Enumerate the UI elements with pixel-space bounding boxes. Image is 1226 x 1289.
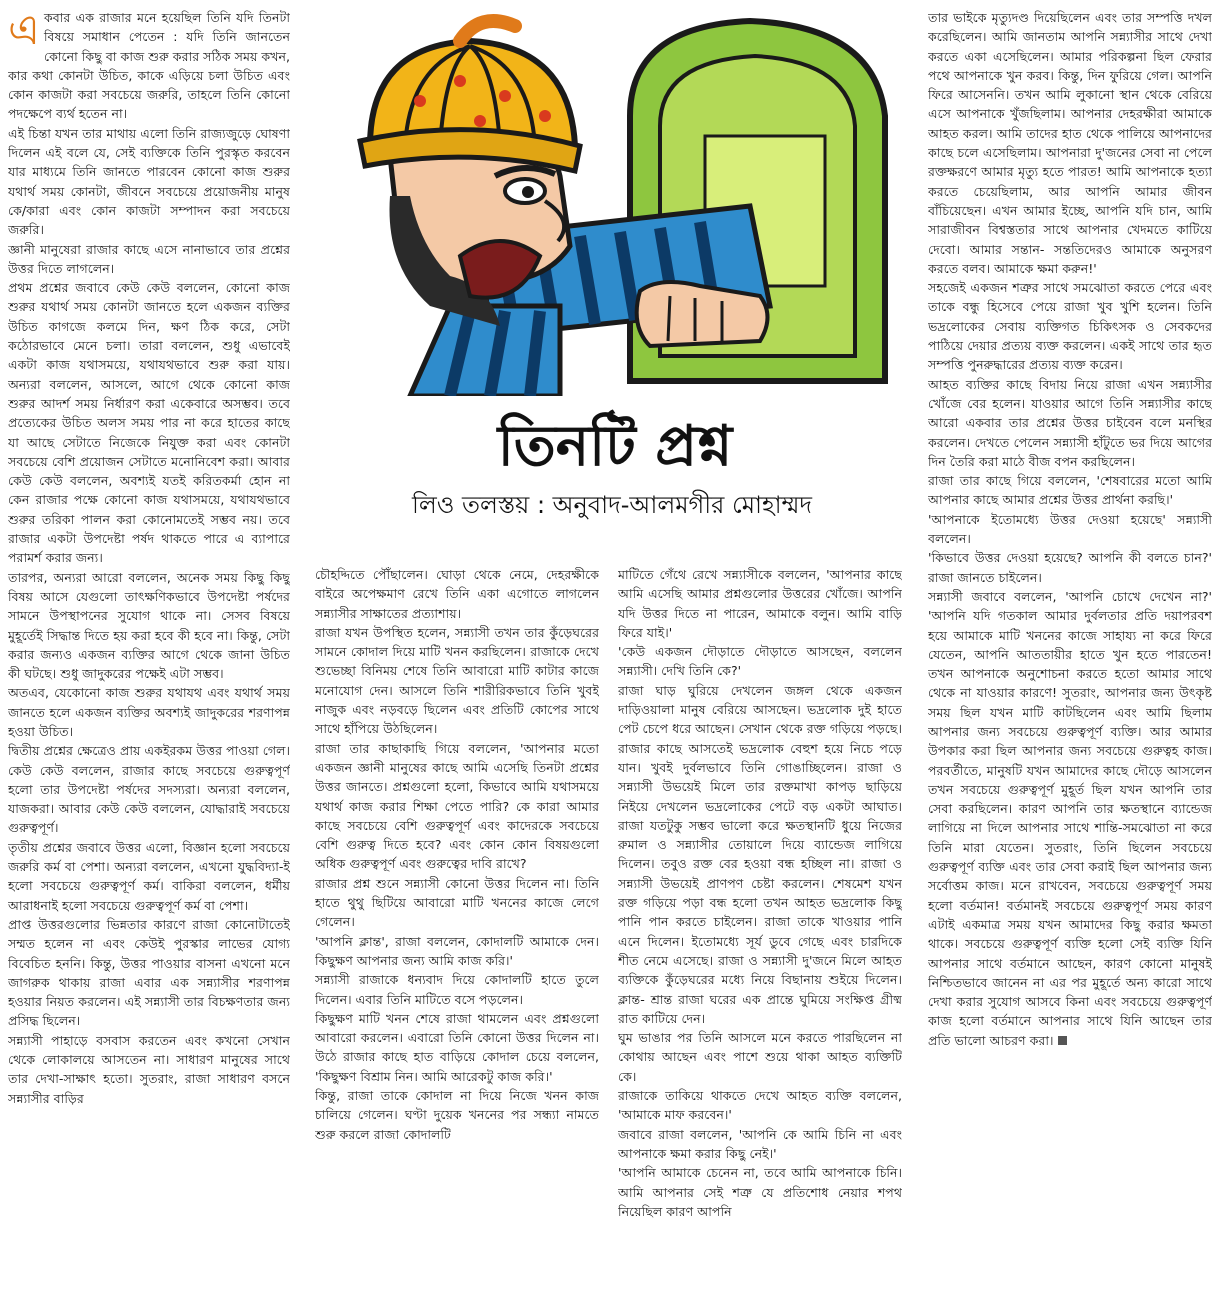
text-column-3	[618, 565, 902, 1283]
story-illustration	[330, 6, 895, 396]
paragraph: সহজেই একজন শত্রুর সাথে সমঝোতা করতে পেরে এবং তাকে বন্ধু হিসেবে পেয়ে রাজা খুব খুশি হলেন। তিনি ভদ্রলোকের সেবায় ব্যক্তিগত চিকিৎসক ও সেবকদের পাঠিয়ে দেয়ার প্রত্যয় ব্যক্ত করলেন। একই সাথে তার হৃত সম্পত্তি পুনরুদ্ধারের প্রত্যয় ব্যক্ত করেন।	[928, 280, 1212, 373]
drop-cap: এ	[8, 8, 40, 54]
paragraph: এই চিন্তা যখন তার মাথায় এলো তিনি রাজ্যজুড়ে ঘোষণা দিলেন এই বলে যে, সেই ব্যক্তিকে তিনি পুরস্কৃত করবেন যার মাধ্যমে তিনি জানতে পারবেন কোনো কাজ শুরুর যথার্থ সময় কোনটা, জীবনে সবচেয়ে প্রয়োজনীয় মানুষ কে/কারা এবং কোন কাজটা সম্পাদন করা সবচেয়ে জরুরি।	[8, 125, 290, 238]
paragraph: চৌহদ্দিতে পৌঁছালেন। ঘোড়া থেকে নেমে, দেহরক্ষীকে বাইরে অপেক্ষমাণ রেখে তিনি একা এগোতে লাগলেন সন্ন্যাসীর সাক্ষাতের প্রত্যাশায়।	[315, 567, 599, 621]
paragraph: একবার এক রাজার মনে হয়েছিল তিনি যদি তিনটা বিষয়ে সমাধান পেতেন : যদি তিনি জানতেন কোনো কিছু বা কাজ শুরু করার সঠিক সময় কখন, কার কথা কোনটা উচিত, কাকে এড়িয়ে চলা উচিত এবং কোন কাজটা করা সবচেয়ে জরুরি, তাহলে তিনি কোনো পদক্ষেপে ব্যর্থ হতেন না।	[8, 8, 290, 122]
paragraph: সন্ন্যাসী রাজাকে ধন্যবাদ দিয়ে কোদালটি হাতে তুলে দিলেন। এবার তিনি মাটিতে বসে পড়লেন।	[315, 972, 599, 1007]
paragraph: মাটিতে গেঁথে রেখে সন্ন্যাসীকে বললেন, 'আপনার কাছে আমি এসেছি আমার প্রশ্নগুলোর উত্তরের খোঁজে। আপনি যদি উত্তর দিতে না পারেন, আমাকে বলুন। আমি বাড়ি ফিরে যাই।'	[618, 567, 902, 640]
paragraph: দ্বিতীয় প্রশ্নের ক্ষেত্রেও প্রায় একইরকম উত্তর পাওয়া গেল। কেউ কেউ বললেন, রাজার কাছে সবচেয়ে গুরুত্বপূর্ণ হলো তার উপদেষ্টা পর্ষদের সদস্যরা। অন্যরা বললেন, যাজকরা। আবার কেউ কেউ বললেন, যোদ্ধারাই সবচেয়ে গুরুত্বপূর্ণ।	[8, 743, 290, 836]
paragraph: অতএব, যেকোনো কাজ শুরুর যথাযথ এবং যথার্থ সময় জানতে হলে একজন ব্যক্তির অবশ্যই জাদুকরের শরণাপন্ন হওয়া উচিত।	[8, 685, 290, 739]
paragraph: আহত ব্যক্তির কাছে বিদায় নিয়ে রাজা এখন সন্ন্যাসীর খোঁজে বের হলেন। যাওয়ার আগে তিনি সন্ন্যাসীর কাছে আরো একবার তার প্রশ্নের উত্তর চাইবেন বলে মনস্থির করলেন। দেখতে পেলেন সন্ন্যাসী হাঁটুতে ভর দিয়ে আগের দিন তৈরি করা মাঠে বীজ বপন করছিলেন।	[928, 376, 1212, 469]
article-byline: লিও তলস্তয় : অনুবাদ-আলমগীর মোহাম্মদ	[411, 491, 813, 519]
text-column-2	[315, 565, 599, 1283]
paragraph: জ্ঞানী মানুষেরা রাজার কাছে এসে নানাভাবে তার প্রশ্নের উত্তর দিতে লাগলেন।	[8, 241, 290, 276]
paragraph: সন্ন্যাসী জবাবে বললেন, 'আপনি চোখে দেখেন না?' 'আপনি যদি গতকাল আমার দুর্বলতার প্রতি দয়াপরবশ হয়ে আমাকে মাটি খননের কাজে সাহায্য না করে ফিরে যেতেন, আপনি আততায়ীর হাতে খুন হতে পারতেন! তখন আপনাকে অনুশোচনা করতে হতো আমার সাথে থেকে না যাওয়ার কারণে! সুতরাং, আপনার জন্য উৎকৃষ্ট সময় ছিল যখন মাটি কাটছিলেন এবং আমি ছিলাম আপনার জন্য সবচেয়ে গুরুত্বপূর্ণ ব্যক্তি। আর আমার উপকার করা ছিল আপনার জন্য সবচেয়ে গুরুত্বহ কাজ। পরবর্তীতে, মানুষটি যখন আমাদের কাছে দৌড়ে আসলেন তখন সবচেয়ে গুরুত্বপূর্ণ মুহূর্ত ছিল যখন আপনি তার সেবা করছিলেন। কারণ আপনি তার ক্ষতস্থানে ব্যান্ডেজ লাগিয়ে না দিলে আপনার সাথে শান্তি-সমঝোতা না করে তিনি মারা যেতেন। সুতরাং, তিনি ছিলেন সবচেয়ে গুরুত্বপূর্ণ ব্যক্তি এবং তার সেবা করাই ছিল আপনার জন্য সর্বোত্তম কাজ। মনে রাখবেন, সবচেয়ে গুরুত্বপূর্ণ সময় হলো বর্তমান! বর্তমানই সবচেয়ে গুরুত্বপূর্ণ সময় কারণ এটাই একমাত্র সময় যখন আমাদের কিছু করার ক্ষমতা থাকে। সবচেয়ে গুরুত্বপূর্ণ ব্যক্তি হলো সেই ব্যক্তি যিনি আপনার সাথে বর্তমানে আছেন, কারণ কোনো মানুষই নিশ্চিতভাবে জানেন না এর পর মুহূর্তে অন্য কারো সাথে দেখা করার সুযোগ আসবে কিনা এবং সবচেয়ে গুরুত্বপূর্ণ কাজ হলো বর্তমানে আপনার সাথে যিনি আছেন তার প্রতি ভালো আচরণ করা।	[928, 588, 1212, 1048]
paragraph: রাজার প্রশ্ন শুনে সন্ন্যাসী কোনো উত্তর দিলেন না। তিনি হাতে থুথু ছিটিয়ে আবারো মাটি খননের কাজে লেগে গেলেন।	[315, 875, 599, 930]
paragraph: কিছুক্ষণ মাটি খনন শেষে রাজা থামলেন এবং প্রশ্নগুলো আবারো করলেন। এবারো তিনি কোনো উত্তর দিলেন না। উঠে রাজার কাছে হাত বাড়িয়ে কোদাল চেয়ে বললেন, 'কিছুক্ষণ বিশ্রাম নিন। আমি আরেকটু কাজ করি।'	[315, 1010, 599, 1084]
end-mark-icon	[1058, 1036, 1067, 1045]
text-column-1	[8, 8, 290, 1283]
paragraph: তৃতীয় প্রশ্নের জবাবে উত্তর এলো, বিজ্ঞান হলো সবচেয়ে জরুরি কর্ম বা পেশা। অন্যরা বললেন, এখনো যুদ্ধবিদ্যা-ই হলো সবচেয়ে গুরুত্বপূর্ণ কর্ম। বাকিরা বললেন, ধর্মীয় আরাধনাই হলো সবচেয়ে গুরুত্বপূর্ণ কর্ম বা পেশা।	[8, 839, 290, 913]
paragraph: কিন্তু, রাজা তাকে কোদাল না দিয়ে নিজে খনন কাজ চালিয়ে গেলেন। ঘণ্টা দুয়েক খননের পর সন্ধ্যা নামতে শুরু করলে রাজা কোদালটি	[315, 1088, 599, 1142]
paragraph: ঘুম ভাঙার পর তিনি আসলে মনে করতে পারছিলেন না কোথায় আছেন এবং পাশে শুয়ে থাকা আহত ব্যক্তিটি কে।	[618, 1030, 902, 1084]
paragraph: 'আপনি ক্লান্ত', রাজা বললেন, কোদালটি আমাকে দেন। কিছুক্ষণ আপনার জন্য আমি কাজ করি।'	[315, 933, 599, 968]
article-title: তিনটি প্রশ্ন	[497, 414, 733, 479]
paragraph: 'আপনাকে ইতোমধ্যে উত্তর দেওয়া হয়েছে' সন্ন্যাসী বললেন।	[928, 511, 1212, 547]
turban	[360, 21, 580, 171]
paragraph: 'আপনি আমাকে চেনেন না, তবে আমি আপনাকে চিনি। আমি আপনার সেই শত্রু যে প্রতিশোধ নেয়ার শপথ নিয়েছিল কারণ আপনি	[618, 1165, 902, 1219]
paragraph: রাজা তার কাছে গিয়ে বললেন, 'শেষবারের মতো আমি আপনার কাছে আমার প্রশ্নের উত্তর প্রার্থনা করছি।'	[928, 473, 1212, 508]
paragraph: জবাবে রাজা বললেন, 'আপনি কে আমি চিনি না এবং আপনাকে ক্ষমা করার কিছু নেই।'	[618, 1126, 902, 1161]
paragraph: রাজা ঘাড় ঘুরিয়ে দেখলেন জঙ্গল থেকে একজন দাড়িওয়ালা মানুষ বেরিয়ে আসছেন। ভদ্রলোক দুই হাতে পেট চেপে ধরে আছেন। সেখান থেকে রক্ত গড়িয়ে পড়ছে। রাজার কাছে আসতেই ভদ্রলোক বেহুশ হয়ে নিচে পড়ে যান। খুবই দুর্বলভাবে তিনি গোঙাচ্ছিলেন। রাজা ও সন্ন্যাসী উভয়েই মিলে তার রক্তমাখা কাপড় ছাড়িয়ে নিইয়ে দেখলেন ভদ্রলোকের পেটে বড় একটা আঘাত। রাজা যতটুকু সম্ভব ভালো করে ক্ষতস্থানটি ধুয়ে নিজের রুমাল ও সন্ন্যাসীর তোয়ালে দিয়ে ব্যান্ডেজ লাগিয়ে দিলেন। তবুও রক্ত বের হওয়া বন্ধ হচ্ছিল না। রাজা ও সন্ন্যাসী উভয়েই প্রাণপণ চেষ্টা করলেন। শেষমেশ যখন রক্ত গড়িয়ে পড়া বন্ধ হলো তখন আহত ভদ্রলোক কিছু পানি পান করতে চাইলেন। রাজা তাকে খাওয়ার পানি এনে দিলেন। ইতোমধ্যে সূর্য ডুবে গেছে এবং চারদিকে শীত নেমে এসেছে। রাজা ও সন্ন্যাসী দু'জনে মিলে আহত ব্যক্তিকে কুঁড়েঘরের মধ্যে নিয়ে বিছানায় শুইয়ে দিলেন। ক্লান্ত- শ্রান্ত রাজা ঘরের এক প্রান্তে ঘুমিয়ে সংক্ষিপ্ত গ্রীষ্ম রাত কাটিয়ে দেন।	[618, 682, 902, 1026]
paragraph: প্রাপ্ত উত্তরগুলোর ভিন্নতার কারণে রাজা কোনোটাতেই সম্মত হলেন না এবং কেউই পুরস্কার লাভের যোগ্য বিবেচিত হননি। কিন্তু, উত্তর পাওয়ার বাসনা এখনো মনে জাগরুক থাকায় রাজা এবার এক সন্ন্যাসীর শরণাপন্ন হওয়ার নিয়ত করলেন। এই সন্ন্যাসী তার বিচক্ষণতার জন্য প্রসিদ্ধ ছিলেন।	[8, 916, 290, 1029]
paragraph: রাজা তার কাছাকাছি গিয়ে বললেন, 'আপনার মতো একজন জ্ঞানী মানুষের কাছে আমি এসেছি তিনটা প্রশ্নের উত্তর জানতে। প্রশ্নগুলো হলো, কিভাবে আমি যথাসময়ে যথার্থ কাজ করার শিক্ষা পেতে পারি? কে কারা আমার কাছে সবচেয়ে বেশি গুরুত্বপূর্ণ এবং কাদেরকে সবচেয়ে বেশি গুরুত্ব দিতে হবে? এবং কোন কোন বিষয়গুলো অধিক গুরুত্বপূর্ণ এবং গুরুত্বের দাবি রাখে?	[315, 740, 599, 872]
paragraph: তার ভাইকে মৃত্যুদণ্ড দিয়েছিলেন এবং তার সম্পত্তি দখল করেছিলেন। আমি জানতাম আপনি সন্ন্যাসীর সাথে দেখা করতে একা এসেছিলেন। আমার পরিকল্পনা ছিল ফেরার পথে আপনাকে খুন করব। কিন্তু, দিন ফুরিয়ে গেল। আপনি ফিরে আসেননি। তখন আমি লুকানো স্থান থেকে বেরিয়ে এসে আপনাকে খুঁজছিলাম। আপনার দেহরক্ষীরা আমাকে আহত করল। আমি তাদের হাত থেকে পালিয়ে আপনাদের কাছে চলে এসেছিলাম। আপনারা দু'জনের সেবা না পেলে রক্তক্ষরণে আমার মৃত্যু হতে পারত! আমি আপনাকে হত্যা করতে চেয়েছিলাম, আর আপনি আমার জীবন বাঁচিয়েছেন। এখন আমার ইচ্ছে, আপনি যদি চান, আমি সারাজীবন বিশ্বস্ততার সাথে আপনার খেদমতে কাটিয়ে দেবো। আমার সন্তান- সন্ততিদেরও আমাকে অনুসরণ করতে বলব। আমাকে ক্ষমা করুন!'	[928, 10, 1212, 276]
paragraph: 'কিভাবে উত্তর দেওয়া হয়েছে? আপনি কী বলতে চান?' রাজা জানতে চাইলেন।	[928, 550, 1212, 585]
paragraph: রাজাকে তাকিয়ে থাকতে দেখে আহত ব্যক্তি বললেন, 'আমাকে মাফ করবেন।'	[618, 1088, 902, 1123]
paragraph: রাজা যখন উপস্থিত হলেন, সন্ন্যাসী তখন তার কুঁড়েঘরের সামনে কোদাল দিয়ে মাটি খনন করছিলেন। রাজাকে দেখে শুভেচ্ছা বিনিময় শেষে তিনি আবারো মাটি কাটার কাজে মনোযোগ দেন। আসলে তিনি শারীরিকভাবে তিনি খুবই নাজুক এবং নড়বড়ে ছিলেন এবং প্রতিটি কোপের সাথে সাথে হাঁপিয়ে উঠছিলেন।	[315, 624, 599, 737]
paragraph: তারপর, অন্যরা আরো বললেন, অনেক সময় কিছু কিছু বিষয় আসে যেগুলো তাৎক্ষণিকভাবে উপদেষ্টা পর্ষদের সামনে উপস্থাপনের সুযোগ থাকে না। সেসব বিষয়ে মুহূর্তেই সিদ্ধান্ত দিতে হয় করা হবে কী হবে না। কিন্তু, সেটা করার জন্যও একজন ব্যক্তির আগে থেকে জানা উচিত কী ঘটছে। শুধু জাদুকরের পক্ষেই এটা সম্ভব।	[8, 569, 290, 682]
paragraph: 'কেউ একজন দৌড়াতে দৌড়াতে আসছেন, বললেন সন্ন্যাসী। দেখি তিনি কে?'	[618, 644, 902, 679]
paragraph: সন্ন্যাসী পাহাড়ে বসবাস করতেন এবং কখনো সেখান থেকে লোকালয়ে আসতেন না। সাধারণ মানুষের সাথে তার দেখা-সাক্ষাৎ হতো। সুতরাং, রাজা সাধারণ বসনে সন্ন্যাসীর বাড়ির	[8, 1032, 290, 1106]
paragraph: প্রথম প্রশ্নের জবাবে কেউ কেউ বললেন, কোনো কাজ শুরুর যথার্থ সময় কোনটা জানতে হলে একজন ব্যক্তির উচিত কাগজে কলমে দিন, ক্ষণ ঠিক করে, সেটা কঠোরভাবে মেনে চলা। তারা বললেন, শুধু এভাবেই একটা কাজ যথাসময়ে, যথাযথভাবে শুরু করা যায়। অন্যরা বললেন, আসলে, আগে থেকে কোনো কাজ শুরুর আদর্শ সময় নির্ধারণ করা একেবারে অসম্ভব। তবে প্রত্যেকের উচিত অলস সময় পার না করে হাতের কাছে যা আছে সেটাতে নিজেকে নিযুক্ত করা এবং কোনটা সবচেয়ে বেশি প্রয়োজন সেটাতে মনোনিবেশ করা। আবার কেউ কেউ বললেন, অবশ্যই যতই করিতকর্মা হোন না কেন রাজার পক্ষে কোনো কাজ যথাসময়ে, যথাযথভাবে শুরুর তরিকা পালন করা কোনোমতেই সম্ভব নয়। তবে রাজার একটা উপদেষ্টা পর্ষদ থাকতে পারে এ ব্যাপারে পরামর্শ করার জন্য।	[8, 280, 290, 566]
text-column-4	[928, 8, 1212, 1283]
